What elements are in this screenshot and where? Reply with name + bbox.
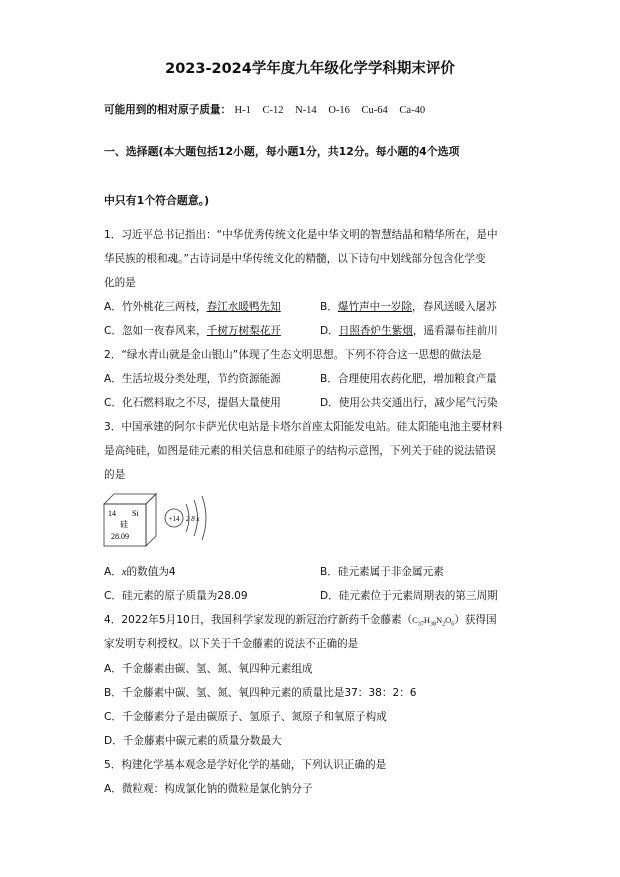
q1-option-a-prefix: A．竹外桃花三两枝， [104,301,207,313]
q4-option-d[interactable]: D．千金藤素中碳元素的质量分数最大 [104,735,282,747]
atom-structure-diagram [165,496,206,540]
q1-option-b-prefix: B． [320,301,338,313]
q2-option-a[interactable]: A．生活垃圾分类处理，节约资源能源 [104,373,281,385]
electron-shells: 2 8 x [186,515,200,523]
mass-item: C-12 [262,105,284,116]
q1-stem-line-2: 华民族的根和魂。”古诗词是中华传统文化的精髓，以下诗句中划线部分包含化学变 [104,253,486,265]
q4-stem-line-1b: ）获得国 [454,614,497,626]
q1-option-b[interactable] [320,300,497,314]
q2-option-c[interactable]: C．化石燃料取之不尽，提倡大量使用 [104,397,281,409]
q4-option-c[interactable]: C．千金藤素分子是由碳原子、氢原子、氮原子和氧原子构成 [104,711,387,723]
q3-option-d[interactable]: D．硅元素位于元素周期表的第三周期 [320,590,498,602]
q4-option-a[interactable]: A．千金藤素由碳、氢、氮、氧四种元素组成 [104,663,313,675]
q1-option-a[interactable] [104,300,317,314]
q3-stem-line-2: 是高纯硅，如图是硅元素的相关信息和硅原子的结构示意图，下列关于硅的说法错误 [104,445,496,457]
q2-option-d[interactable]: D．使用公共交通出行，减少尾气污染 [320,397,498,409]
q3-option-a-variable: x [121,567,127,578]
q3-option-a[interactable] [104,565,176,580]
q1-option-b-underlined: 爆竹声中一岁除 [337,301,413,313]
q1-option-c-underlined: 千树万树梨花开 [206,325,281,337]
element-box [104,494,156,546]
q4-stem-line-1a: 4．2022年5月10日，我国科学家发现的新冠治疗新药千金藤素（ [104,614,413,626]
q3-option-c[interactable]: C．硅元素的原子质量为28.09 [104,590,248,602]
q1-option-c-prefix: C．忽如一夜春风来， [104,325,207,337]
element-name: 硅 [120,520,128,529]
atomic-number: 14 [108,509,116,518]
q2-option-b[interactable]: B．合理使用农药化肥，增加粮食产量 [320,373,497,385]
section-heading-line-2: 中只有1个符合题意。) [104,194,210,207]
q2-stem: 2．“绿水青山就是金山银山”体现了生态文明思想。下列不符合这一思想的做法是 [104,349,482,361]
q3-stem-line-3: 的是 [104,469,126,481]
q4-stem-line-1 [104,613,497,632]
element-symbol: Si [132,509,139,518]
q1-option-b-suffix: ，春风送暖入屠苏 [412,301,497,313]
atomic-masses [104,103,434,118]
q3-option-b[interactable]: B．硅元素属于非金属元素 [320,566,444,578]
mass-item: N-14 [295,105,317,116]
silicon-figure [102,490,222,548]
page-title: 2023-2024学年度九年级化学学科期末评价 [165,61,455,77]
q5-stem: 5．构建化学基本观念是学好化学的基础，下列认识正确的是 [104,759,387,771]
q1-option-d-suffix: ，遥看瀑布挂前川 [412,325,498,337]
q1-option-d-prefix: D． [320,325,339,337]
q1-option-d[interactable] [320,324,498,338]
mass-item: O-16 [328,105,350,116]
q4-stem-line-2: 家发明专利授权。以下关于千金藤素的说法不正确的是 [104,638,359,650]
atomic-mass: 28.09 [111,532,129,541]
mass-item: H-1 [234,105,251,116]
atomic-masses-list [235,105,435,116]
q3-option-a-prefix: A． [104,566,122,578]
q1-stem-line-1: 1．习近平总书记指出：“中华优秀传统文化是中华文明的智慧结晶和精华所在，是中 [104,229,498,241]
q1-stem-line-3: 化的是 [104,277,136,289]
q3-option-a-suffix: 的数值为4 [126,566,176,578]
nucleus-charge: +14 [168,515,180,523]
mass-item: Ca-40 [399,105,426,116]
section-heading-line-1: 一、选择题(本大题包括12小题，每小题1分，共12分。每小题的4个选项 [104,145,460,158]
q1-option-a-underlined: 春江水暖鸭先知 [206,301,281,313]
atomic-masses-label: 可能用到的相对原子质量： [104,104,232,116]
mass-item: Cu-64 [361,105,388,116]
q4-option-b[interactable]: B．千金藤素中碳、氢、氮、氧四种元素的质量比是37：38：2：6 [104,687,417,699]
q1-option-c[interactable] [104,324,317,338]
q3-stem-line-1: 3．中国承建的阿尔卡萨光伏电站是卡塔尔首座太阳能发电站。硅太阳能电池主要材料 [104,421,503,433]
q5-option-a[interactable]: A．微粒观：构成氯化钠的微粒是氯化钠分子 [104,783,313,795]
q1-option-d-underlined: 日照香炉生紫烟 [338,325,413,337]
q4-formula: $C_{37}H_{38}N_2O_6$ [412,615,455,628]
